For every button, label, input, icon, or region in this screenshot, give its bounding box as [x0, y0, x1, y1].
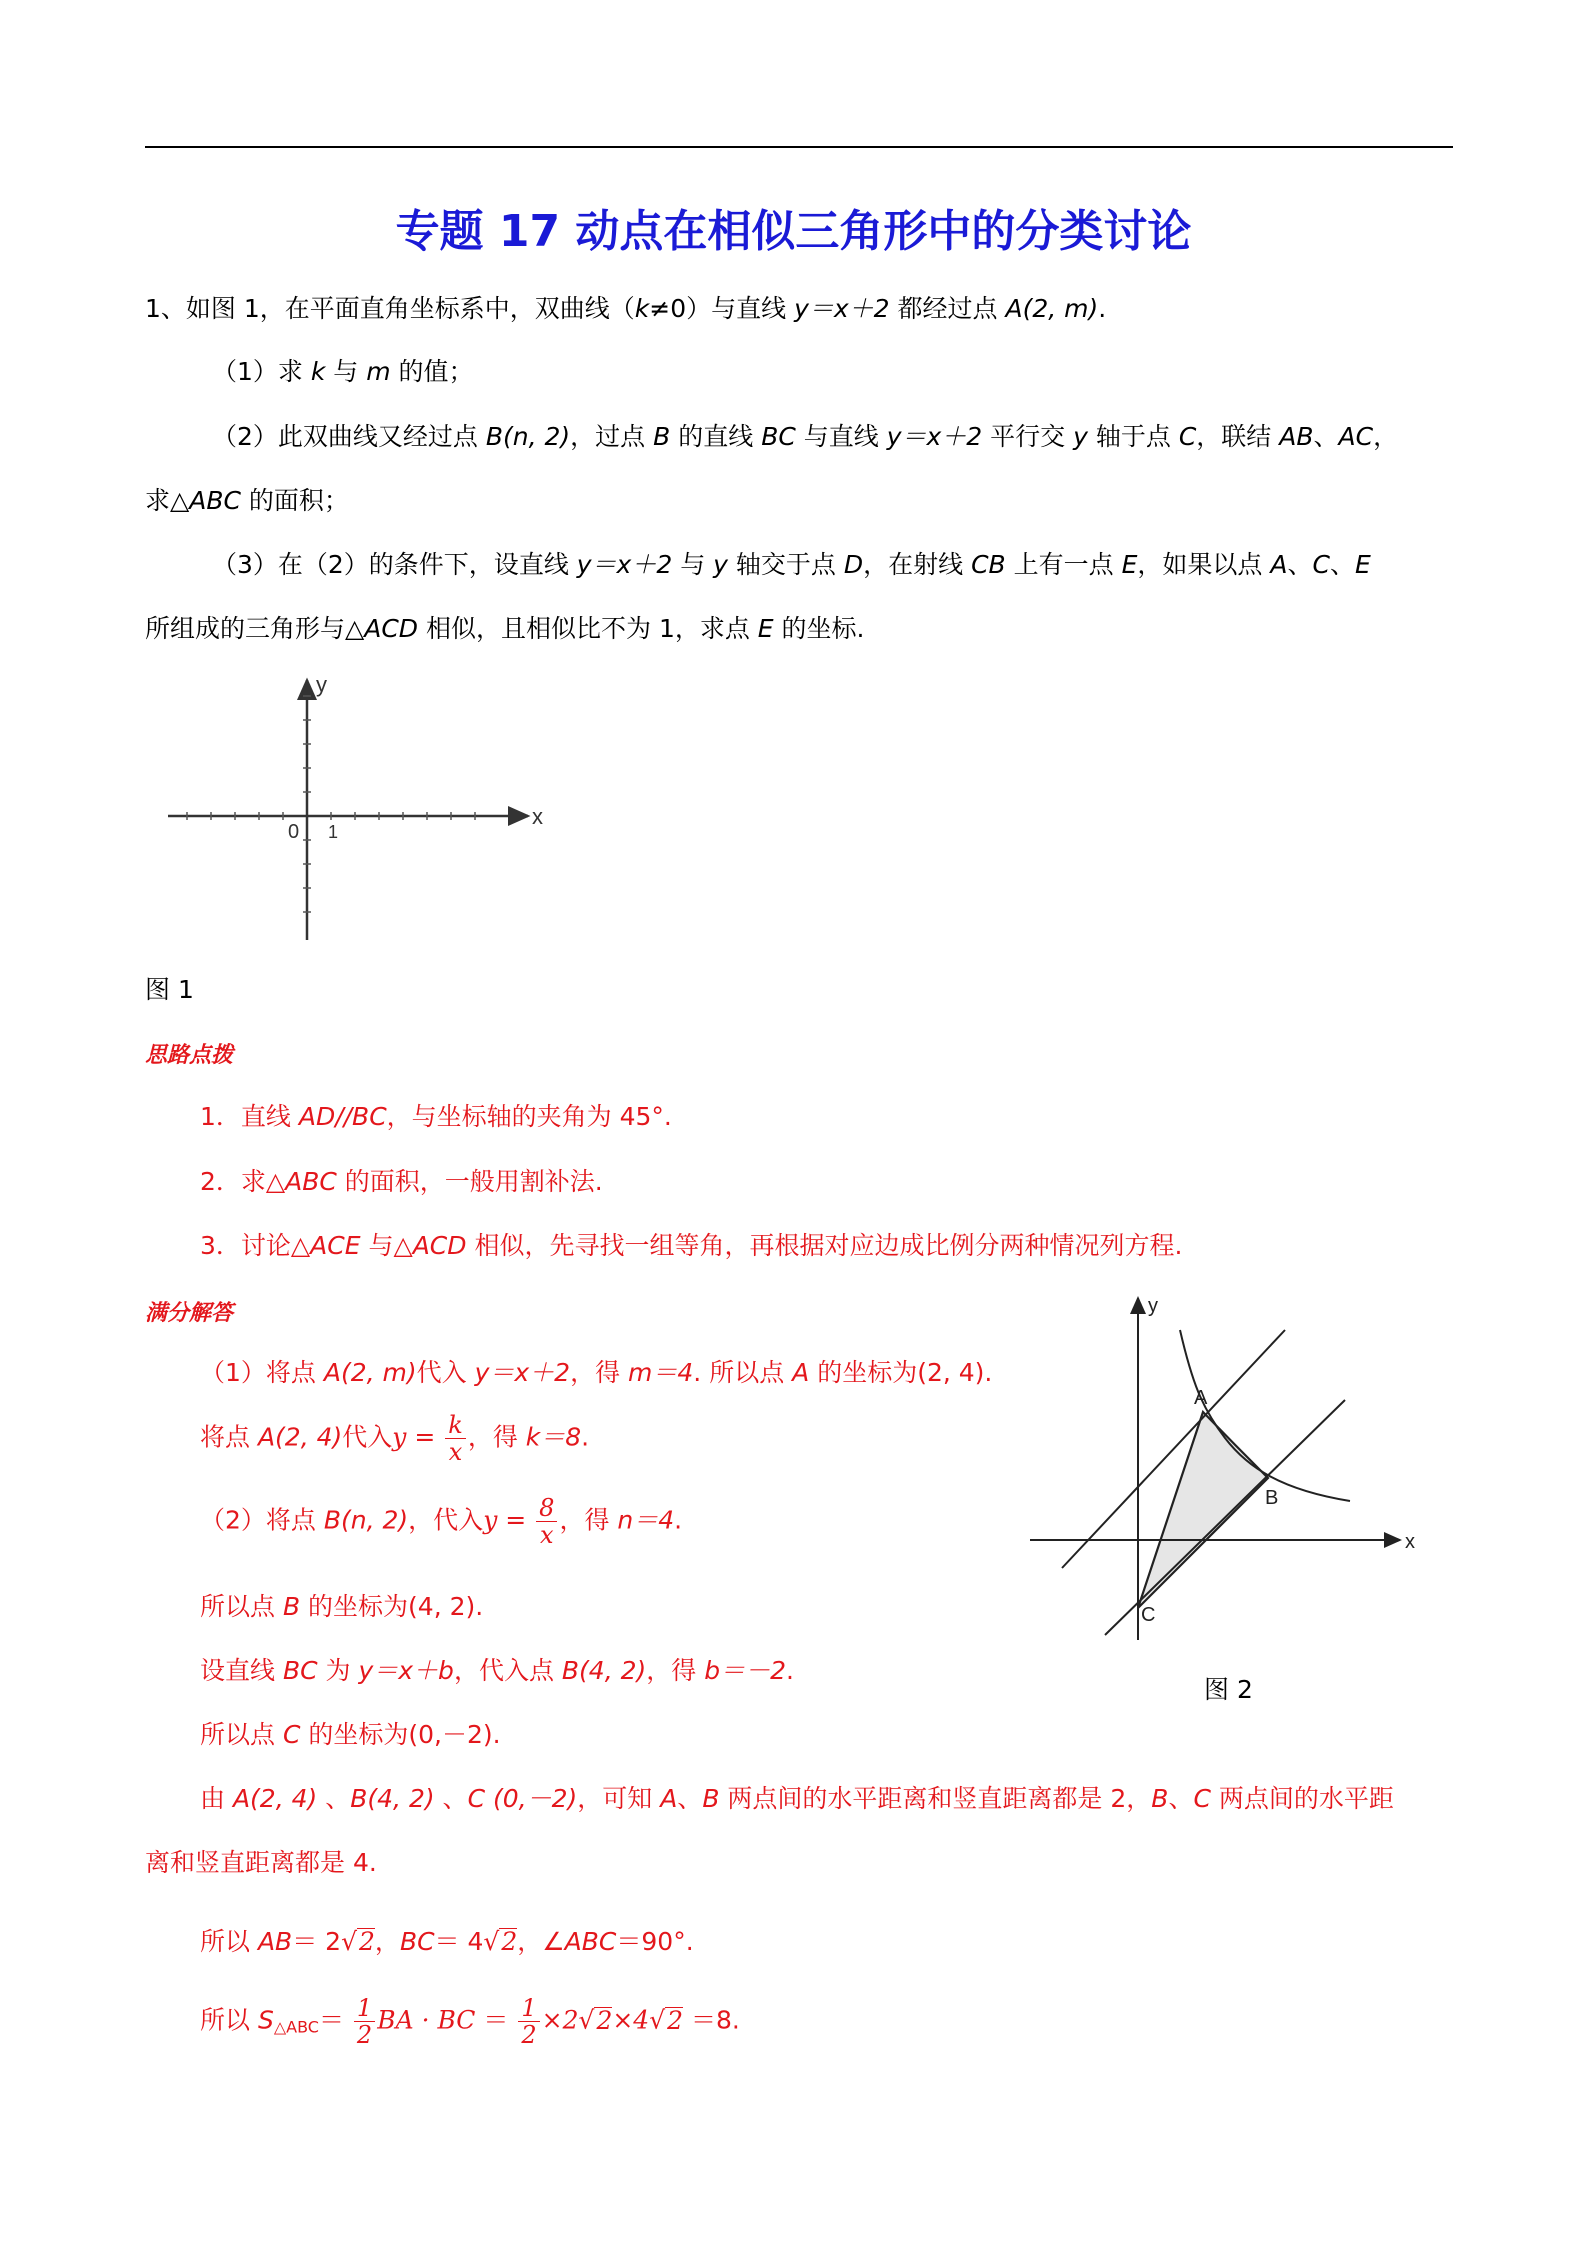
- hint-2: 2．求△ABC 的面积，一般用割补法.: [200, 1167, 603, 1196]
- figure-1-caption: 图 1: [145, 975, 194, 1004]
- fig2-point-b-label: B: [1265, 1487, 1279, 1509]
- solution-line-5: 设直线 BC 为 y＝x＋b，代入点 B(4, 2)，得 b＝－2.: [200, 1656, 794, 1685]
- problem-intro: 1、如图 1，在平面直角坐标系中，双曲线（k≠0）与直线 y＝x＋2 都经过点 A(2, m).: [145, 294, 1107, 323]
- fig2-x-label: x: [1405, 1531, 1415, 1553]
- hint-3: 3．讨论△ACE 与△ACD 相似，先寻找一组等角，再根据对应边成比例分两种情况列方程.: [200, 1231, 1183, 1260]
- question-2: （2）此双曲线又经过点 B(n, 2)，过点 B 的直线 BC 与直线 y＝x＋2 平行交 y 轴于点 C，联结 AB、AC，: [212, 422, 1399, 451]
- question-1: （1）求 k 与 m 的值；: [212, 357, 474, 386]
- hints-heading: 思路点拨: [145, 1043, 234, 1068]
- hint-1: 1．直线 AD//BC，与坐标轴的夹角为 45°.: [200, 1102, 672, 1131]
- solution-line-9: 所以 $S_{\triangle ABC}=$ $\frac{1}{2}$ BA · BC ＝ $\frac{1}{2}$ ×2√2×4√2 ＝8.: [200, 1994, 740, 2049]
- solution-line-1: （1）将点 A(2, m)代入 y＝x＋2，得 m＝4. 所以点 A 的坐标为(2, 4).: [200, 1358, 993, 1387]
- fig2-y-label: y: [1148, 1295, 1158, 1317]
- solution-line-7: 由 A(2, 4) 、B(4, 2) 、C (0,－2)，可知 A、B 两点间的水平距离和竖直距离都是 2，B、C 两点间的水平距: [200, 1784, 1394, 1813]
- figure-1-axes: [160, 670, 560, 950]
- question-3-cont: 所组成的三角形与△ACD 相似，且相似比不为 1，求点 E 的坐标.: [145, 614, 865, 643]
- solution-line-2: 将点 A(2, 4)代入y = $\frac{k}{x}$ ，得 k＝8.: [200, 1411, 590, 1466]
- solution-line-6: 所以点 C 的坐标为(0,－2).: [200, 1720, 501, 1749]
- fig1-y-label: y: [316, 672, 327, 697]
- fig1-tick-label: 1: [328, 822, 339, 842]
- solution-heading: 满分解答: [145, 1301, 234, 1326]
- solution-line-4: 所以点 B 的坐标为(4, 2).: [200, 1592, 484, 1621]
- solution-line-8: 所以 AB＝ 2√2，BC＝ 4√2，∠ABC＝90°.: [200, 1927, 694, 1956]
- fig1-origin-label: 0: [288, 821, 300, 843]
- solution-line-3: （2）将点 B(n, 2)，代入y = $\frac{8}{x}$ ，得 n＝4.: [200, 1494, 683, 1549]
- fig2-point-a-label: A: [1194, 1387, 1208, 1409]
- question-3: （3）在（2）的条件下，设直线 y＝x＋2 与 y 轴交于点 D，在射线 CB 上有一点 E，如果以点 A、C、E: [212, 550, 1371, 579]
- triangle-fill: [1138, 1412, 1268, 1608]
- fig1-x-label: x: [532, 804, 543, 829]
- page-title: 专题 17 动点在相似三角形中的分类讨论: [395, 206, 1192, 257]
- solution-line-7-cont: 离和竖直距离都是 4.: [145, 1848, 377, 1877]
- figure-2-caption: 图 2: [1204, 1675, 1253, 1704]
- question-2-cont: 求△ABC 的面积；: [145, 486, 349, 515]
- header-rule: [145, 146, 1453, 148]
- figure-2-graph: [1020, 1290, 1440, 1650]
- fig2-point-c-label: C: [1141, 1604, 1156, 1626]
